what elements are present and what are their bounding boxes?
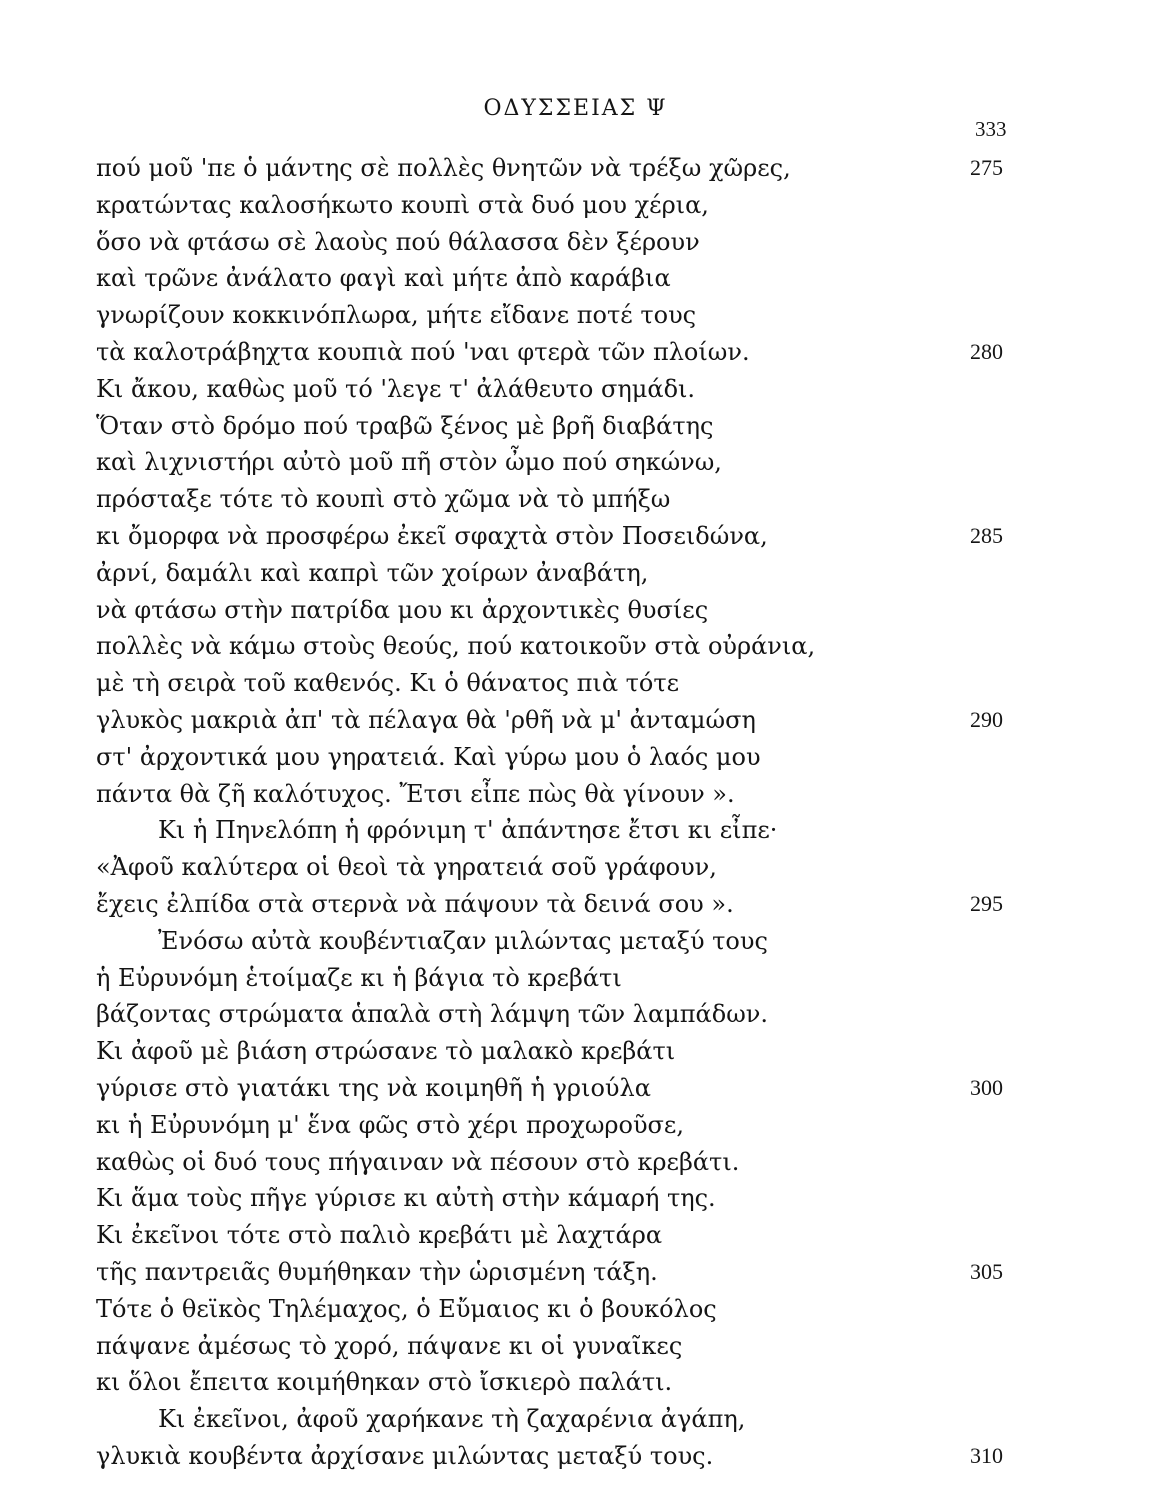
verse-line [0,1401,1151,1438]
verse-line [0,1033,1151,1070]
verse-line-text: τὰ καλοτράβηχτα κουπιὰ πού 'ναι φτερὰ τῶν πλοίων. [96,337,750,366]
verse-line-text: Κι ἄκου, καθὼς μοῦ τό 'λεγε τ' ἀλάθευτο σημάδι. [96,374,696,403]
verse-line-text: γνωρίζουν κοκκινόπλωρα, μήτε εἴδανε ποτέ τους [96,301,697,330]
verse-line-text: τῆς παντρειᾶς θυμήθηκαν τὴν ὡρισμένη τάξη. [96,1257,658,1286]
verse-line-text: κι ὄμορφα νὰ προσφέρω ἐκεῖ σφαχτὰ στὸν Ποσειδώνα, [96,521,768,550]
verse-line-text: «Ἀφοῦ καλύτερα οἱ θεοὶ τὰ γηρατειά σοῦ γράφουν, [96,853,717,882]
verse-line [0,1144,1151,1181]
verse-line-text: πού μοῦ 'πε ὁ μάντης σὲ πολλὲς θνητῶν νὰ τρέξω χῶρες, [96,154,791,182]
verse-line-text: ἔχεις ἐλπίδα στὰ στερνὰ νὰ πάψουν τὰ δεινά σου ». [96,889,734,918]
verse-line-number: 305 [970,1258,1003,1284]
verse-line [0,592,1151,629]
verse-line-text: βάζοντας στρώματα ἁπαλὰ στὴ λάμψη τῶν λαμπάδων. [96,1000,768,1029]
verse-line-text: καὶ λιχνιστήρι αὐτὸ μοῦ πῆ στὸν ὦμο πού σηκώνω, [96,448,722,477]
verse-line-number: 280 [970,338,1003,364]
verse-line-text: κι ὅλοι ἔπειτα κοιμήθηκαν στὸ ἴσκιερὸ παλάτι. [96,1368,673,1397]
page-number: 333 [975,117,1007,141]
verse-line [0,481,1151,518]
verse-line [0,923,1151,960]
verse-line [0,960,1151,997]
verse-line [0,1070,1151,1107]
verse-line-text: Κι ἐκεῖνοι τότε στὸ παλιὸ κρεβάτι μὲ λαχτάρα [96,1221,663,1250]
verse-line [0,371,1151,408]
verse-line [0,1254,1151,1291]
verse-line-number: 275 [970,155,1003,180]
verse-line-number: 300 [970,1074,1003,1100]
verse-line [0,665,1151,702]
verse-line [0,555,1151,592]
verse-line-text: γλυκὸς μακριὰ ἀπ' τὰ πέλαγα θὰ 'ρθῆ νὰ μ' ἀνταμώση [96,705,756,734]
verse-line [0,1328,1151,1365]
verse-line-number: 295 [970,890,1003,916]
verse-line [0,849,1151,886]
verse-line [0,150,1151,187]
verse-line-text: νὰ φτάσω στὴν πατρίδα μου κι ἀρχοντικὲς θυσίες [96,595,709,624]
verse-line-number: 310 [970,1442,1003,1468]
verse-line-text: πάντα θὰ ζῆ καλότυχος. Ἔτσι εἶπε πὼς θὰ γίνουν ». [96,779,735,808]
verse-line [0,1180,1151,1217]
verse-line-text: γύρισε στὸ γιατάκι της νὰ κοιμηθῆ ἡ γριούλα [96,1073,651,1102]
verse-line-text: Κι ἅμα τοὺς πῆγε γύρισε κι αὐτὴ στὴν κάμαρή της. [96,1184,716,1213]
verse-line-text: Κι ἀφοῦ μὲ βιάση στρώσανε τὸ μαλακὸ κρεβάτι [96,1037,676,1066]
verse-line [0,1107,1151,1144]
verse-line-text: στ' ἀρχοντικά μου γηρατειά. Καὶ γύρω μου ὁ λαός μου [96,742,761,771]
verse-line-text: ὅσο νὰ φτάσω σὲ λαοὺς πού θάλασσα δὲν ξέρουν [96,227,700,256]
verse-line [0,886,1151,923]
verse-line-text: καθὼς οἱ δυό τους πήγαιναν νὰ πέσουν στὸ κρεβάτι. [96,1147,740,1176]
verse-line-text: ἡ Εὐρυνόμη ἑτοίμαζε κι ἡ βάγια τὸ κρεβάτι [96,963,622,992]
verse-line [0,1217,1151,1254]
verse-line [0,260,1151,297]
verse-line [0,1364,1151,1401]
verse-line-text: ἀρνί, δαμάλι καὶ καπρὶ τῶν χοίρων ἀναβάτη, [96,558,649,587]
verse-line-text: μὲ τὴ σειρὰ τοῦ καθενός. Κι ὁ θάνατος πιὰ τότε [96,669,680,698]
verse-line [0,224,1151,261]
verse-line [0,996,1151,1033]
verse-line-text: καὶ τρῶνε ἀνάλατο φαγὶ καὶ μήτε ἀπὸ καράβια [96,264,671,293]
verse-line-number: 290 [970,706,1003,732]
verse-line [0,776,1151,813]
verse-line-text: κι ἡ Εὐρυνόμη μ' ἕνα φῶς στὸ χέρι προχωροῦσε, [96,1110,684,1139]
verse-line [0,518,1151,555]
verse-line [0,334,1151,371]
verse-line-text: γλυκιὰ κουβέντα ἀρχίσανε μιλώντας μεταξύ τους. [96,1441,714,1470]
verse-line [0,408,1151,445]
verse-line-text: κρατώντας καλοσήκωτο κουπὶ στὰ δυό μου χέρια, [96,190,709,219]
verse-line [0,628,1151,665]
verse-line-number: 285 [970,522,1003,548]
verse-line-text: πολλὲς νὰ κάμω στοὺς θεούς, πού κατοικοῦν στὰ οὐράνια, [96,632,816,661]
verse-line [0,297,1151,334]
verse-line [0,812,1151,849]
verse-line-text: Κι ἐκεῖνοι, ἀφοῦ χαρήκανε τὴ ζαχαρένια ἀγάπη, [158,1405,746,1434]
verse-line [0,702,1151,739]
running-head: ΟΔΥΣΣΕΙΑΣ Ψ [483,96,668,121]
verse-line [0,187,1151,224]
verse-line-text: πρόσταξε τότε τὸ κουπὶ στὸ χῶμα νὰ τὸ μπήξω [96,485,671,514]
verse-line [0,1438,1151,1475]
verse-line-text: Ὅταν στὸ δρόμο πού τραβῶ ξένος μὲ βρῆ διαβάτης [96,411,714,440]
verse-line-text: Ἐνόσω αὐτὰ κουβέντιαζαν μιλώντας μεταξύ τους [158,926,768,955]
verse-line-text: πάψανε ἀμέσως τὸ χορό, πάψανε κι οἱ γυναῖκες [96,1331,683,1360]
verse-line [0,739,1151,776]
verse-line-text: Τότε ὁ θεϊκὸς Τηλέμαχος, ὁ Εὔμαιος κι ὁ βουκόλος [96,1294,717,1323]
verse-block [0,150,1151,1475]
verse-line-text: Κι ἡ Πηνελόπη ἡ φρόνιμη τ' ἀπάντησε ἔτσι κι εἶπε· [158,816,778,845]
verse-line [0,444,1151,481]
verse-line [0,1291,1151,1328]
